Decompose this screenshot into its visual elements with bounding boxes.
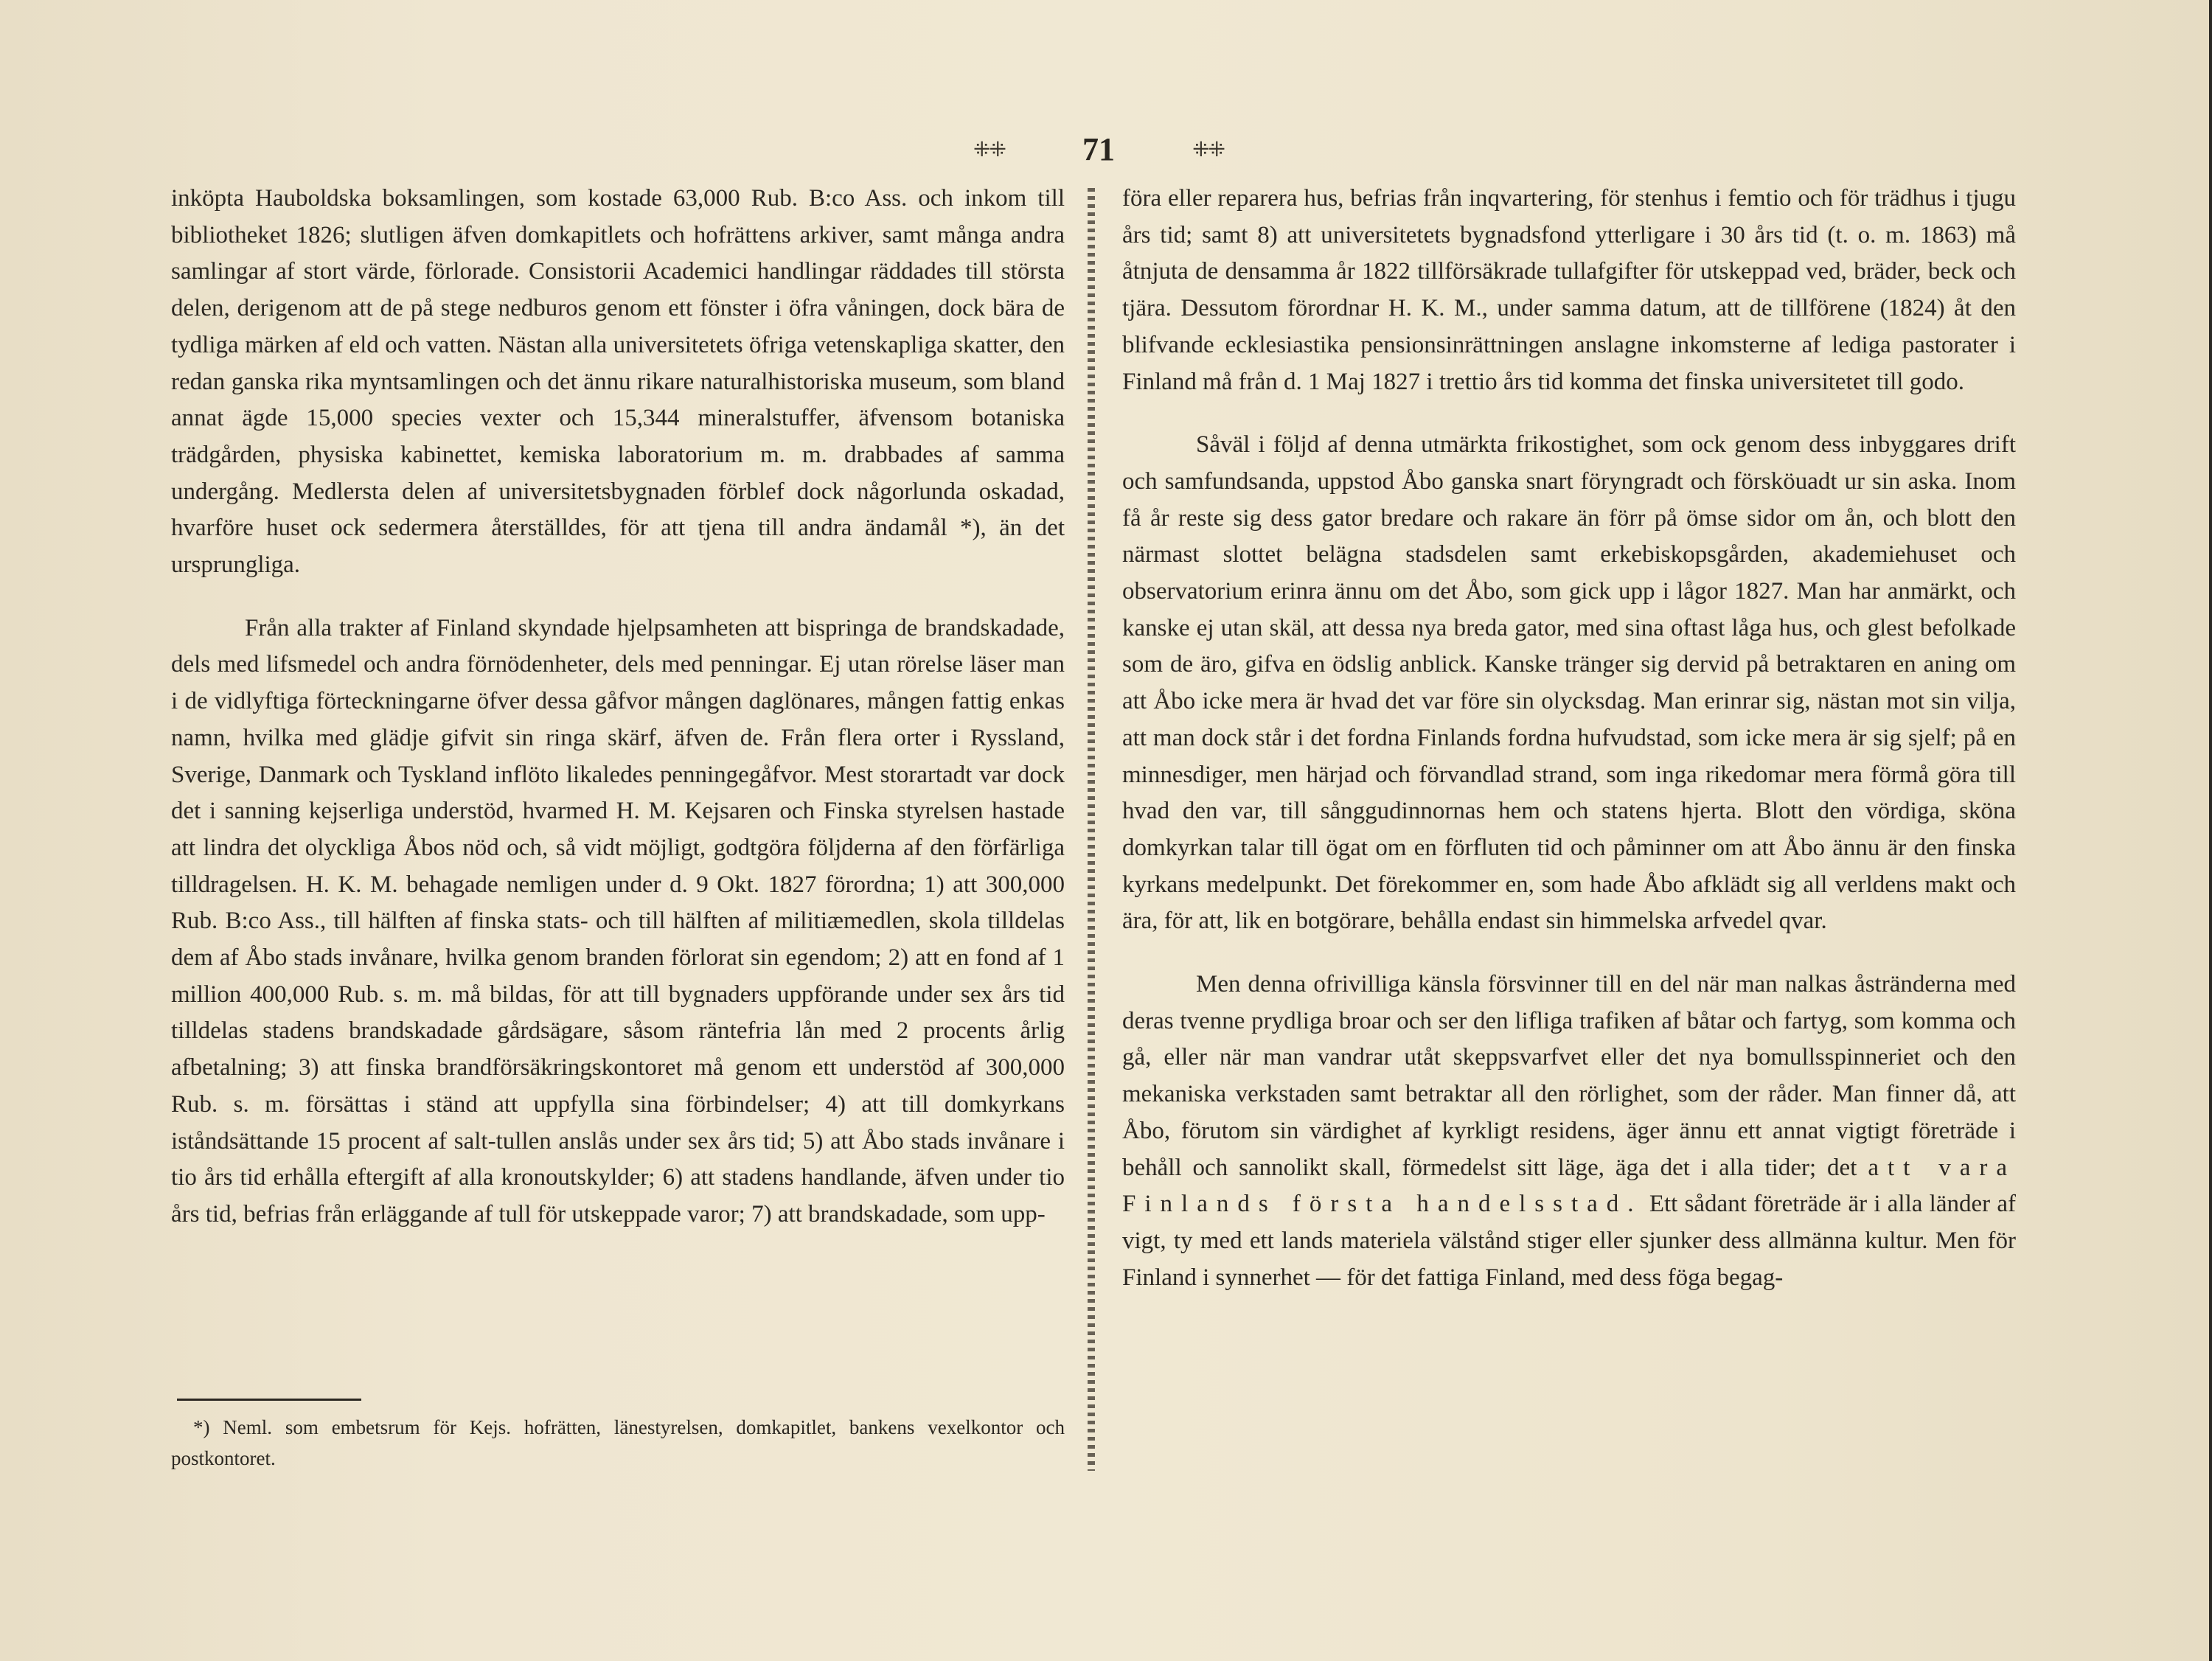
ornament-left-icon: ⁜⁜ (973, 136, 1005, 161)
right-paragraph-1: föra eller reparera hus, befrias från inqvartering, för stenhus i femtio och för trädhus i tjugu års tid; samt 8) att universitetets bygnadsfond ytterligare i 30 års tid (t. o. m. 1863) må åtnjuta de densamma år 1822 tillförsäkrade tullafgifter för utskeppad ved, bräder, beck och tjära. Dessutom förordnar H. K. M., under samma datum, att de tillförene (1824) åt den blifvande ecklesiastika pensionsinrättningen anslagne inkomsterne af lediga pastorater i Finland må från d. 1 Maj 1827 i trettio års tid komma det finska universitetet till godo. (1122, 185, 2016, 395)
footnote (171, 1412, 1065, 1474)
ornament-right-icon: ⁜⁜ (1192, 136, 1224, 161)
page-header (973, 127, 1224, 171)
page-number: 71 (1082, 130, 1115, 167)
paragraph-gap (1122, 940, 2016, 967)
page-edge (2209, 0, 2212, 1661)
left-paragraph-2: Från alla trakter af Finland skyndade hjelpsamheten att bispringa de brandskadade, dels med lifsmedel och andra förnödenheter, dels med penningar. Ej utan rörelse läser man i de vidlyftiga förteckningarne öfver dessa gåfvor mången daglönares, mången fattig enkas namn, hvilka med glädje gifvit sin ringa skärf, äfven de. Från flera orter i Ryssland, Sverige, Danmark och Tyskland inflöto likaledes penningegåfvor. Mest storartadt var dock det i sanning kejserliga understöd, hvarmed H. M. Kejsaren och Finska styrelsen hastade att lindra det olyckliga Åbos nöd och, så vidt möjligt, godtgöra följderna af den förfärliga tilldragelsen. H. K. M. behagade nemligen under d. 9 Okt. 1827 förordna; 1) att 300,000 Rub. B:co Ass., till hälften af finska stats- och till hälften af militiæmedlen, skola tilldelas dem af Åbo stads invånare, hvilka genom branden förlorat sin egendom; 2) att en fond af 1 million 400,000 Rub. s. m. må bildas, för att till bygnaders uppförande under sex års tid tilldelas stadens brandskadade gårdsägare, såsom räntefria lån med 2 procents årlig afbetalning; 3) att finska brandförsäkringskontoret må genom ett understöd af 300,000 Rub. s. m. försättas i ständ att uppfylla sina förbindelser; 4) att till domkyrkans iståndsättande 15 procent af salt-tullen anslås under sex års tid; 5) att Åbo stads invånare i tio års tid erhålla eftergift af alla kronoutskylder; 6) att stadens handlande, äfven under tio års tid, befrias från erläggande af tull för utskeppade varor; 7) att brandskadade, som upp- (171, 614, 1065, 1228)
footnote-text: *) Neml. som embetsrum för Kejs. hofrätten, länestyrelsen, domkapitlet, bankens vexelkontor och postkontoret. (171, 1416, 1065, 1469)
right-paragraph-3 (1122, 967, 2016, 1296)
paragraph-gap (1122, 400, 2016, 427)
right-column (1122, 181, 2016, 1296)
right-paragraph-2: Såväl i följd af denna utmärkta frikostighet, som ock genom dess inbyggares drift och samfundsanda, uppstod Åbo ganska snart föryngradt och försköuadt ur sin aska. Inom få år reste sig dess gator bredare och rakare än förr på ömse sidor om ån, och blott den närmast slottet belägna stadsdelen samt erkebiskopsgården, akademiehuset och observatorium erinra ännu om det Åbo, som gick upp i lågor 1827. Man har anmärkt, och kanske ej utan skäl, att dessa nya breda gator, med sina oftast låga hus, och glest befolkade som de äro, gifva en ödslig anblick. Kanske tränger sig dervid på betraktaren en aning om att Åbo icke mera är hvad det var före sin olycksdag. Man erinrar sig, nästan mot sin vilja, att man dock står i det fordna Finlands fordna hufvudstad, som icke mera är sig sjelf; på en minnesdiger, men härjad och förvandlad strand, som inga rikedomar mera förmå göra till hvad den var, till sånggudinnornas hem och statens hjerta. Blott den vördiga, sköna domkyrkan talar till ögat om en förfluten tid och påminner om att Åbo ännu är den finska kyrkans medelpunkt. Det förekommer en, som hade Åbo afklädt sig all verldens makt och ära, för att, lik en botgörare, behålla endast sin himmelska arfvedel qvar. (1122, 431, 2016, 935)
emphasized-phrase: att vara Finlands första handelsstad. (1122, 1154, 2016, 1218)
right-paragraph-3-end: Ett sådant företräde är i alla länder af vigt, ty med ett lands materiela välstånd stiger eller sjunker dess allmänna kultur. Men för Finland i synnerhet — för det fattiga Finland, med dess föga begag- (1122, 1191, 2017, 1291)
left-column (171, 181, 1065, 1233)
right-paragraph-3-start: Men denna ofrivilliga känsla försvinner till en del när man nalkas åstränderna med deras tvenne prydliga broar och ser den lifliga trafiken af båtar och fartyg, som komma och gå, eller när man vandrar utåt skeppsvarfvet eller det nya bomullsspinneriet och den mekaniska verkstaden samt betraktar all den rörlighet, som der råder. Man finner då, att Åbo, förutom sin värdighet af kyrkligt residens, äger ännu ett annat vigtigt företräde i behåll och sannolikt skall, förmedelst sitt läge, äga det i alla tider; det (1122, 971, 2016, 1181)
paragraph-gap (171, 584, 1065, 610)
column-divider (1088, 188, 1095, 1471)
left-paragraph-1: inköpta Hauboldska boksamlingen, som kostade 63,000 Rub. B:co Ass. och inkom till bibliotheket 1826; slutligen äfven domkapitlets och hofrättens arkiver, samt många andra samlingar af stort värde, förlorade. Consistorii Academici handlingar räddades till största delen, derigenom att de på stege nedburos genom ett fönster i öfra våningen, dock bära de tydliga märken af eld och vatten. Nästan alla universitetets öfriga vetenskapliga skatter, den redan ganska rika myntsamlingen och det ännu rikare naturalhistoriska museum, som bland annat ägde 15,000 species vexter och 15,344 mineralstuffer, äfvensom botaniska trädgården, physiska kabinettet, kemiska laboratorium m. m. drabbades af samma undergång. Medlersta delen af universitetsbygnaden förblef dock någorlunda oskadad, hvarföre huset ock sedermera återställdes, för att tjena till andra ändamål *), än det ursprungliga. (171, 185, 1065, 579)
footnote-rule (177, 1399, 361, 1401)
